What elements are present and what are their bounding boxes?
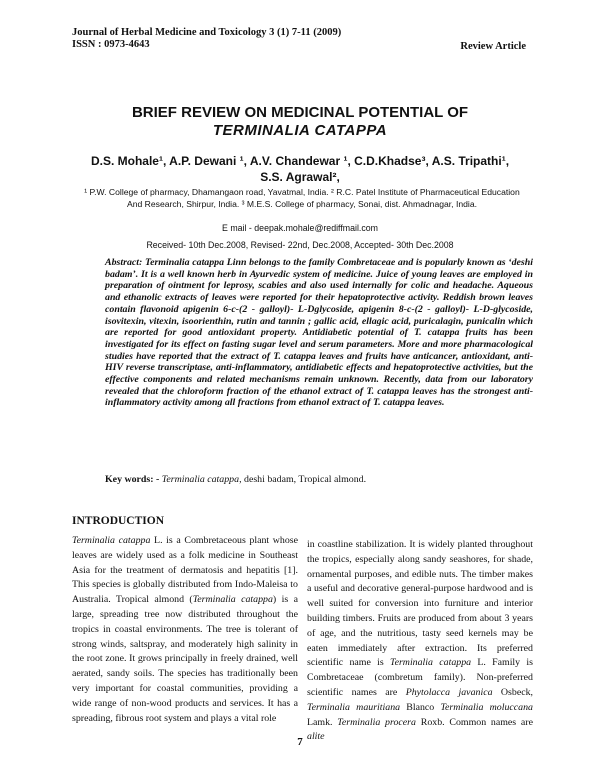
intro-text: Terminalia procera: [337, 716, 416, 728]
issn: ISSN : 0973-4643: [72, 39, 150, 50]
journal-citation: Journal of Herbal Medicine and Toxicology 3 (1) 7-11 (2009): [72, 27, 342, 38]
keywords-rest: , deshi badam, Tropical almond.: [239, 474, 367, 485]
affiliations: ¹ P.W. College of pharmacy, Dhamangaon road, Yavatmal, India. ² R.C. Patel Institute of Pharmaceutical Education And Research, Shirpur, India. ³ M.E.S. College of pharmacy, Sonai, dist. Ahmadnagar, India.: [84, 187, 520, 209]
intro-text: Osbeck,: [492, 686, 533, 698]
abstract: Abstract: Terminalia catappa Linn belongs to the family Combretaceae and is popularly known as ‘deshi badam’. It is a well known herb in Ayurvedic system of medicine. Juice of young leaves are employed in preparation of ointment for leprosy, scabies and also used internally for colic and headache. Aqueous and ethanolic extracts of leaves were reported for their hepatoprotective activity. Reddish brown leaves contain flavonoid apigenin 6-c-(2 - galloyl)- L-Dglycoside, apigenin 8-c-(2 - galloyl)- L-D-glycoside, isovitexin, vitexin, isoorienthin, rutin and tannin ; gallic acid, ellagic acid, puricalagin, punicalin which are reported for good antioxidant property. Antidiabetic potential of T. catappa fruits has been investigated for its effect on fasting sugar level and serum parameters. More and more pharmacological studies have reported that the extract of T. catappa leaves and fruits have anticancer, antioxidant, anti-HIV reverse transcriptase, anti-inflammatory, antidiabetic effects and hepatoprotective activities, but the effective components and related mechanisms remain unknown. Recently, data from our laboratory revealed that the chloroform fraction of the ethanol extract of T. catappa leaves has the strongest anti-inflammatory activity among all fractions from ethanol extract of T. catappa leaves.: [105, 257, 533, 409]
intro-text: Lamk.: [307, 716, 338, 728]
title-line-1: BRIEF REVIEW ON MEDICINAL POTENTIAL OF: [131, 104, 469, 121]
keywords: [105, 474, 533, 485]
intro-text: Blanco: [400, 701, 441, 713]
intro-text: Phytolacca javanica: [405, 686, 493, 698]
intro-text: Terminalia mauritiana: [307, 701, 401, 713]
intro-column-1: [72, 534, 298, 726]
intro-text: L. Family is Combretaceae (combretum family). Non-preferred scientific names are: [307, 657, 533, 698]
email: E mail - deepak.mohale@rediffmail.com: [222, 223, 378, 233]
dates: Received- 10th Dec.2008, Revised- 22nd, Dec.2008, Accepted- 30th Dec.2008: [146, 240, 454, 250]
intro-text: Terminalia moluccana: [440, 701, 533, 713]
intro-text: Terminalia catappa: [192, 594, 273, 606]
intro-column-2: [307, 538, 533, 745]
authors-line-1: D.S. Mohale¹, A.P. Dewani ¹, A.V. Chandewar ¹, C.D.Khadse³, A.S. Tripathi¹,: [90, 154, 510, 168]
article-type: Review Article: [460, 41, 526, 52]
intro-text: ) is a large, spreading tree now distributed throughout the tropics in coastal environments. The tree is tolerant of strong winds, saltspray, and moderately high salinity in the root zone. It grows principally in freely drained, well aerated, sandy soils. The species has traditionally been very important for coastal communities, providing a wide range of non-wood products and services. It has a spreading, fibrous root system and plays a vital role: [72, 594, 298, 724]
keywords-label: Key words: -: [105, 474, 160, 485]
section-heading: INTRODUCTION: [72, 515, 165, 527]
intro-text: in coastline stabilization. It is widely planted throughout the tropics, especially along sandy seashores, for shade, ornamental purposes, and edible nuts. The timber makes a useful and decorative general-purpose hardwood and is well suited for conversion into furniture and interior building timbers. Fruits are produced from about 3 years of age, and the nutritious, tasty seed kernels may be eaten immediately after extraction. Its preferred scientific name is: [307, 539, 533, 669]
intro-text: alite: [307, 731, 325, 743]
authors-line-2: S.S. Agrawal²,: [260, 170, 340, 184]
intro-text: Terminalia catappa: [390, 657, 472, 669]
intro-text: Terminalia catappa: [72, 535, 151, 546]
keywords-italic: Terminalia catappa: [161, 474, 240, 485]
title-line-2: TERMINALIA CATAPPA: [212, 122, 388, 139]
page-number: 7: [297, 736, 303, 748]
intro-text: Roxb. Common names are: [415, 716, 533, 728]
intro-text: L. is a Combretaceous plant whose leaves are widely used as a folk medicine in Southeast Asia for the treatment of dermatosis and hepatitis [1]. This species is globally distributed from Indo-Maleisa to Australia. Tropical almond (: [72, 535, 298, 606]
